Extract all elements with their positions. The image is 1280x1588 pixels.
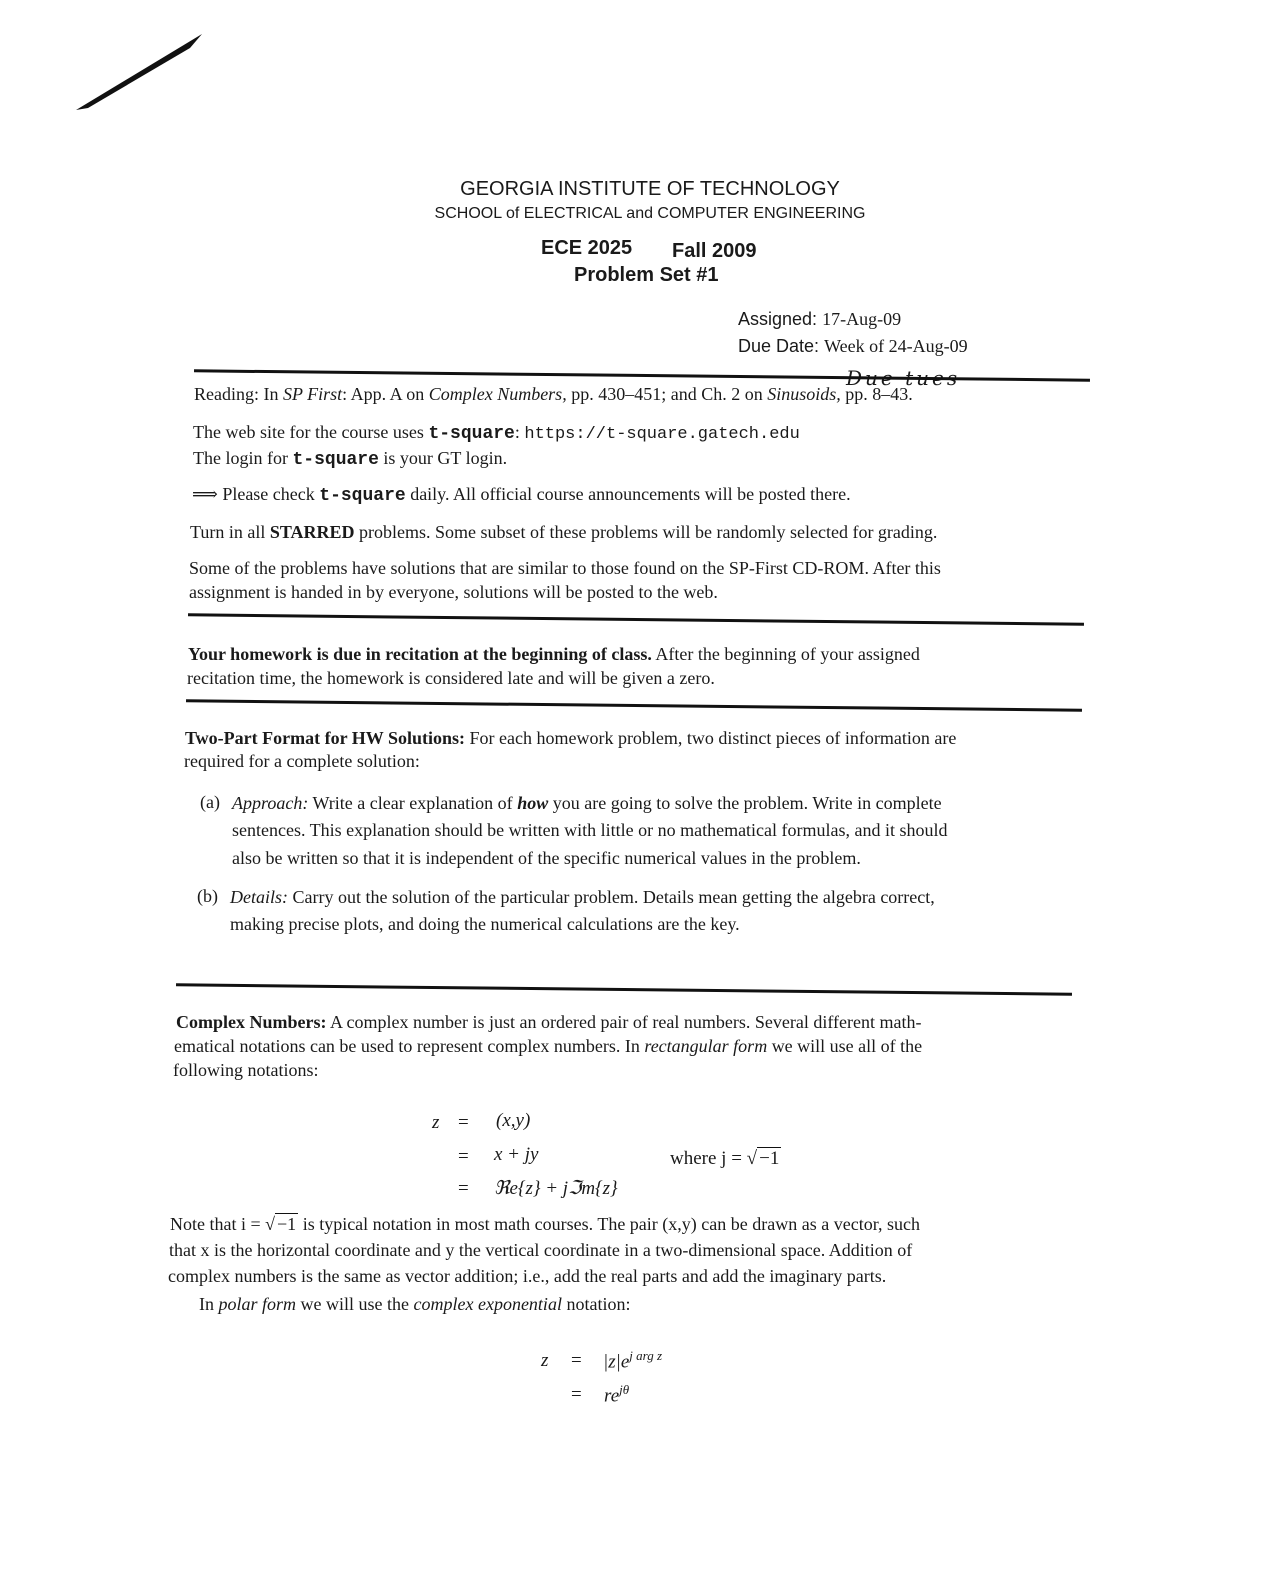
complex-text-3: we will use all of the [767,1036,923,1056]
complex-text-1: A complex number is just an ordered pair of real numbers. Several different math- [326,1012,922,1032]
item-a-emph: how [517,793,549,813]
course-number: ECE 2025 [541,237,633,259]
reading-text-4: pp. 8–43. [840,384,913,404]
note-line-2: that x is the horizontal coordinate and y the vertical coordinate in a two-dimensional space. Addition of [169,1240,913,1260]
polar-form-term: polar form [218,1294,297,1314]
two-part-line-2: required for a complete solution: [184,751,420,771]
complex-line-3: following notations: [173,1060,319,1080]
solutions-line-1: Some of the problems have solutions that are similar to those found on the SP-First CD-ROM. After this [189,558,941,578]
check-text-2: daily. All official course announcements will be posted there. [405,484,851,504]
tsquare-name-2: t-square [292,450,379,470]
eq-polar-eq-2: = [571,1384,582,1405]
due-date [738,336,968,357]
starred-text-2: problems. Some subset of these problems will be randomly selected for grading. [354,522,938,542]
assigned-value: 17-Aug-09 [822,309,902,329]
login-text-2: is your GT login. [378,448,508,468]
course-url-link[interactable]: https://t-square.gatech.edu [524,425,800,444]
complex-line-1 [176,1010,1076,1034]
two-part-line-1 [185,726,1085,750]
website-text: The web site for the course uses [193,422,429,442]
eq-where [670,1148,781,1170]
arrow-icon: ⟹ [192,484,218,504]
eq-rect-lhs: z [432,1112,440,1133]
divider-2 [188,613,1084,625]
item-a-line-1 [232,791,1092,815]
item-b-line-1 [230,885,1090,909]
note-text-2: is typical notation in most math courses. The pair (x,y) can be drawn as a vector, such [298,1214,920,1234]
assigned-label: Assigned: [738,309,818,329]
due-value: Week of 24-Aug-09 [824,336,968,356]
due-notice-text: After the beginning of your assigned [651,644,920,664]
complex-text-2: ematical notations can be used to represent complex numbers. In [174,1036,645,1056]
item-a-line-2: sentences. This explanation should be written with little or no mathematical formulas, and it should [232,820,948,840]
check-text-1: Please check [217,484,320,504]
eq-polar-row-2-base: re [604,1385,620,1407]
eq-rect-eq-2: = [458,1146,469,1167]
note-line-3: complex numbers is the same as vector addition; i.e., add the real parts and add the imaginary parts. [168,1266,887,1286]
assigned-date [738,309,901,330]
eq-polar-eq-1: = [571,1350,582,1371]
note-text-3: In [199,1294,219,1314]
due-notice-bold: Your homework is due in recitation at the beginning of class. [188,644,652,664]
complex-line-2 [174,1034,1074,1058]
eq-polar-row-1-base: |z|e [603,1351,630,1373]
pen-stroke-mark [70,28,210,118]
divider-3 [186,699,1082,711]
eq-polar-row-2-sup: jθ [619,1382,630,1397]
eq-polar-row-1-sup: j arg z [629,1348,663,1363]
complex-bold: Complex Numbers: [176,1012,327,1032]
note-line-1 [170,1212,1080,1236]
reading-topic-2: Sinusoids, [767,384,841,404]
eq-rect-eq-3: = [458,1178,469,1199]
sqrt-icon-2: √ [265,1214,276,1234]
note-sqrt-arg: −1 [277,1214,297,1234]
due-label: Due Date: [738,336,820,356]
divider-4 [176,983,1072,995]
due-notice-line-1 [188,642,1088,666]
sqrt-icon: √ [746,1148,758,1169]
eq-rect-eq-1: = [458,1112,469,1133]
item-b-label: Details: [230,887,288,907]
eq-rect-row-3: ℜe{z} + jℑm{z} [494,1178,618,1199]
note-line-4 [199,1292,1079,1316]
two-part-bold: Two-Part Format for HW Solutions: [185,728,465,748]
eq-polar-row-1 [603,1348,662,1373]
eq-where-sqrt-arg: −1 [759,1148,780,1169]
note-text-5: notation: [561,1294,631,1314]
term: Fall 2009 [672,240,757,262]
eq-rect-row-2: x + jy [494,1144,539,1165]
item-b-marker: (b) [197,886,218,906]
reading-text-2: : App. A on [342,384,429,404]
starred-text-1: Turn in all [190,522,270,542]
tsquare-name: t-square [428,424,515,444]
note-text-1: Note that i = [170,1214,266,1234]
eq-rect-row-1: (x,y) [496,1110,531,1131]
starred-bold: STARRED [269,522,355,542]
website-line [193,420,1073,447]
eq-where-text: where j = [670,1148,747,1169]
item-a-text-1: Write a clear explanation of [308,793,518,813]
two-part-text: For each homework problem, two distinct pieces of information are [464,728,957,748]
eq-polar-row-2 [604,1382,629,1407]
school-title: SCHOOL of ELECTRICAL and COMPUTER ENGINEERING [434,205,866,222]
problem-set-title: Problem Set #1 [574,264,719,286]
note-text-4: we will use the [296,1294,414,1314]
item-a-text-2: you are going to solve the problem. Write in complete [548,793,942,813]
reading-text-1: Reading: In [194,384,283,404]
reading-text-3: pp. 430–451; and Ch. 2 on [566,384,768,404]
item-a-line-3: also be written so that it is independent of the specific numerical values in the problem. [232,848,861,868]
institution-title: GEORGIA INSTITUTE OF TECHNOLOGY [460,178,840,200]
website-colon: : [514,422,520,442]
solutions-line-2: assignment is handed in by everyone, solutions will be posted to the web. [189,582,718,602]
item-b-text: Carry out the solution of the particular problem. Details mean getting the algebra correct, [288,887,935,907]
due-notice-line-2: recitation time, the homework is considered late and will be given a zero. [187,668,715,688]
reading-topic-1: Complex Numbers, [428,384,567,404]
item-a-marker: (a) [200,792,220,812]
login-line [193,446,1073,472]
reading-line [194,382,1074,406]
item-a-label: Approach: [232,793,309,813]
item-b-line-2: making precise plots, and doing the numerical calculations are the key. [230,914,740,934]
login-text-1: The login for [193,448,293,468]
reading-book: SP First [282,384,343,404]
rect-form-term: rectangular form [644,1036,768,1056]
complex-exp-term: complex exponential [413,1294,562,1314]
eq-polar-lhs: z [541,1350,549,1371]
check-line [192,482,1072,508]
tsquare-name-3: t-square [319,486,406,506]
starred-line [190,520,1070,544]
